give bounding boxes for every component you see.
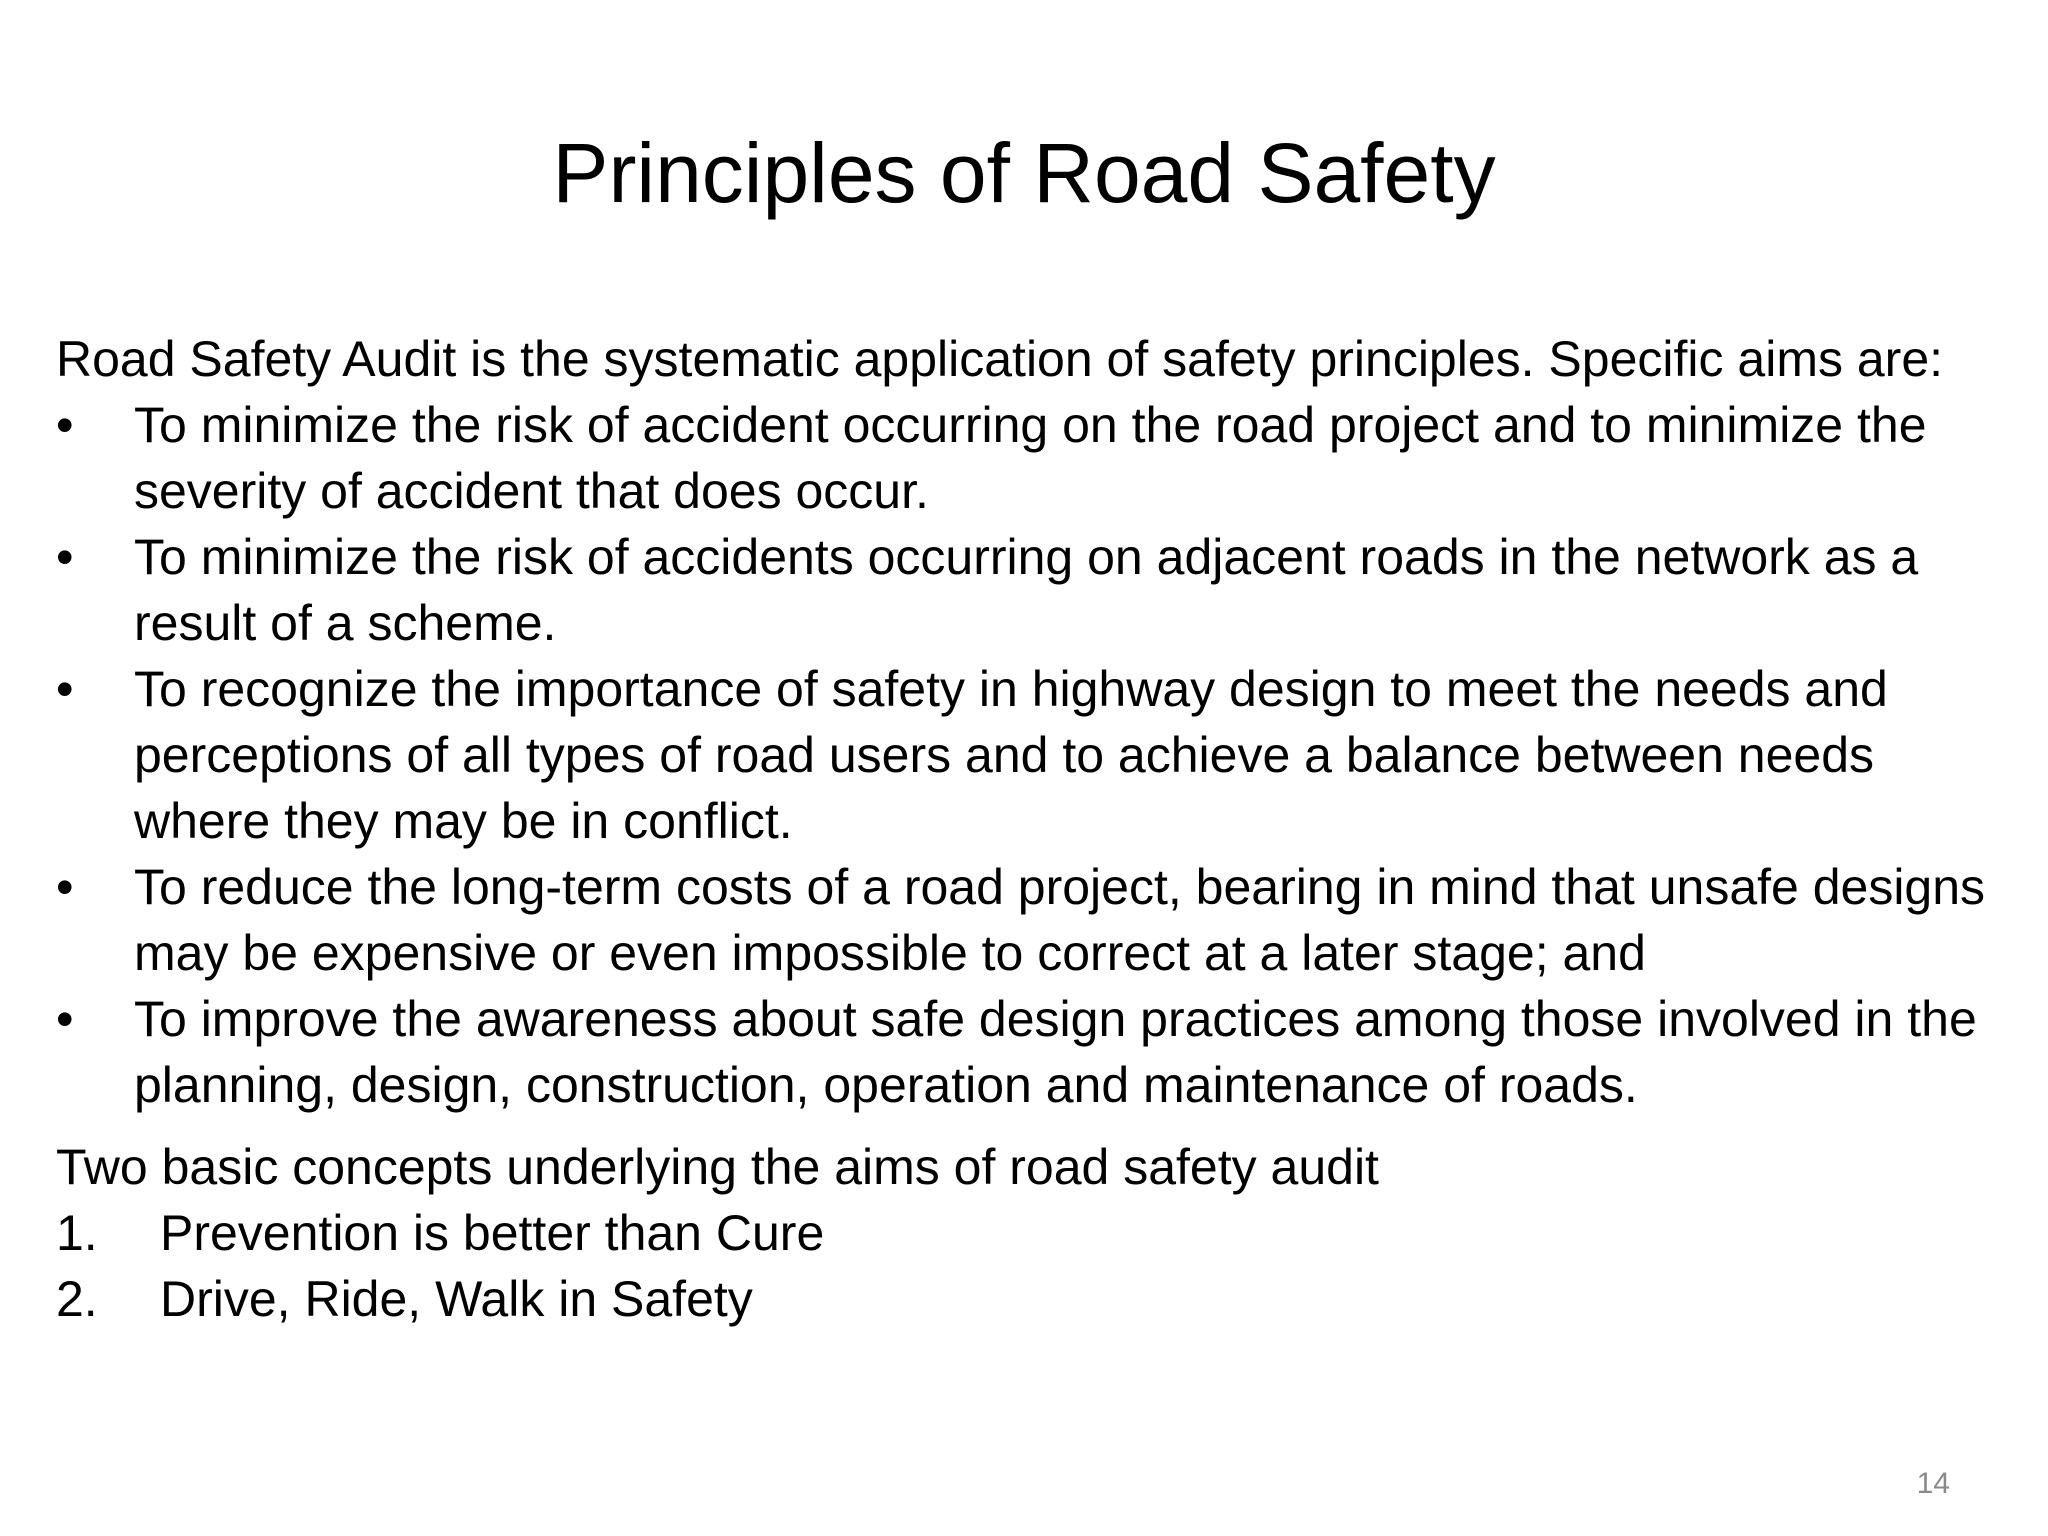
bullet-icon: • xyxy=(56,661,74,717)
slide-content xyxy=(56,326,2016,1332)
aim-item xyxy=(56,854,2016,986)
concept-text: Prevention is better than Cure xyxy=(160,1205,825,1261)
aim-text: To improve the awareness about safe design practices among those involved in the planning, design, construction, operation and maintenance of roads. xyxy=(134,991,1977,1113)
aim-text: To recognize the importance of safety in highway design to meet the needs and perceptions of all types of road users and to achieve a balance between needs where they may be in conflict. xyxy=(134,661,1888,849)
aim-item xyxy=(56,524,2016,656)
concept-number: 2. xyxy=(56,1271,98,1327)
bullet-icon: • xyxy=(56,397,74,453)
aim-item xyxy=(56,656,2016,854)
concept-number: 1. xyxy=(56,1205,98,1261)
concept-item xyxy=(56,1266,2016,1332)
concepts-list xyxy=(56,1200,2016,1332)
aim-item xyxy=(56,392,2016,524)
concept-text: Drive, Ride, Walk in Safety xyxy=(160,1271,753,1327)
bullet-icon: • xyxy=(56,529,74,585)
aims-list xyxy=(56,392,2016,1118)
aim-text: To minimize the risk of accidents occurring on adjacent roads in the network as a result of a scheme. xyxy=(134,529,1919,651)
page-number: 14 xyxy=(1916,1467,1950,1500)
concept-item xyxy=(56,1200,2016,1266)
aim-item xyxy=(56,986,2016,1118)
concepts-intro-text: Two basic concepts underlying the aims of road safety audit xyxy=(56,1139,1379,1195)
aim-text: To minimize the risk of accident occurring on the road project and to minimize the severity of accident that does occur. xyxy=(134,397,1927,519)
bullet-icon: • xyxy=(56,991,74,1047)
intro-text: Road Safety Audit is the systematic application of safety principles. Specific aims are: xyxy=(56,331,1944,387)
bullet-icon: • xyxy=(56,859,74,915)
aim-text: To reduce the long-term costs of a road project, bearing in mind that unsafe designs may be expensive or even impossible to correct at a later stage; and xyxy=(134,859,1986,981)
slide-title: Principles of Road Safety xyxy=(552,126,1496,220)
